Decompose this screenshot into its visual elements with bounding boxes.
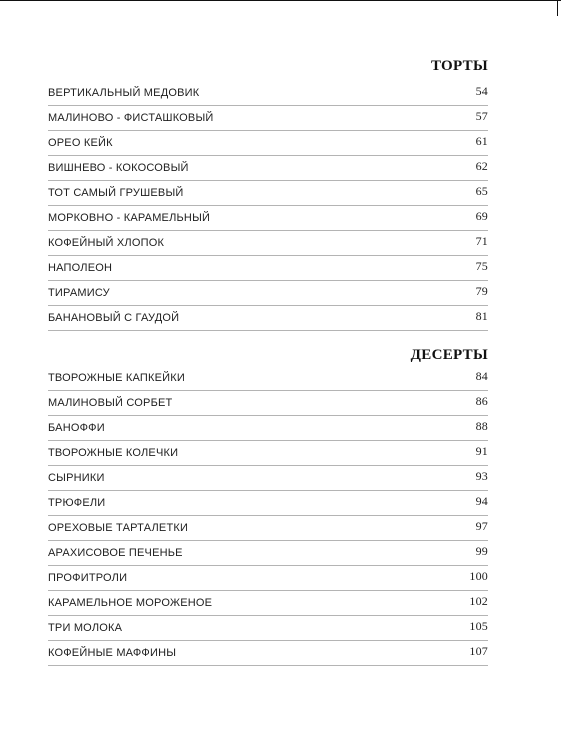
section-desserts [48, 347, 488, 666]
entry-page-number: 84 [475, 369, 488, 383]
entry-page-number: 100 [469, 569, 488, 583]
entry-label: СЫРНИКИ [48, 472, 105, 484]
entry-label: МАЛИНОВО - ФИСТАШКОВЫЙ [48, 112, 214, 124]
entry-page-number: 57 [475, 109, 488, 123]
entry-page-number: 75 [475, 259, 488, 273]
entry-label: ОРЕХОВЫЕ ТАРТАЛЕТКИ [48, 522, 189, 534]
top-border-line [0, 0, 561, 1]
entry-label: ТОТ САМЫЙ ГРУШЕВЫЙ [48, 187, 184, 199]
toc-entry[interactable] [48, 281, 488, 306]
entry-page-number: 97 [475, 519, 488, 533]
entry-page-number: 79 [475, 284, 488, 298]
section-cakes [48, 58, 488, 331]
toc-entry[interactable] [48, 206, 488, 231]
entry-label: ТИРАМИСУ [48, 287, 110, 299]
toc-entry[interactable] [48, 306, 488, 331]
toc-entry[interactable] [48, 181, 488, 206]
toc-entry[interactable] [48, 131, 488, 156]
entry-label: МАЛИНОВЫЙ СОРБЕТ [48, 397, 173, 409]
entry-label: АРАХИСОВОЕ ПЕЧЕНЬЕ [48, 547, 183, 559]
toc-entry[interactable] [48, 591, 488, 616]
entry-page-number: 69 [475, 209, 488, 223]
toc-entry[interactable] [48, 641, 488, 666]
entry-label: ВЕРТИКАЛЬНЫЙ МЕДОВИК [48, 87, 200, 99]
entry-page-number: 105 [469, 619, 488, 633]
entry-page-number: 61 [475, 134, 488, 148]
entry-label: БАНАНОВЫЙ С ГАУДОЙ [48, 312, 180, 324]
toc-entry[interactable] [48, 516, 488, 541]
toc-entry[interactable] [48, 616, 488, 641]
entry-page-number: 94 [475, 494, 488, 508]
entry-label: ОРЕО КЕЙК [48, 137, 113, 149]
entry-label: КАРАМЕЛЬНОЕ МОРОЖЕНОЕ [48, 597, 213, 609]
toc-entry[interactable] [48, 106, 488, 131]
entry-page-number: 65 [475, 184, 488, 198]
toc-entry[interactable] [48, 566, 488, 591]
toc-entry[interactable] [48, 391, 488, 416]
toc-entry[interactable] [48, 441, 488, 466]
entry-page-number: 71 [475, 234, 488, 248]
entry-page-number: 91 [475, 444, 488, 458]
toc-entry[interactable] [48, 541, 488, 566]
toc-entry[interactable] [48, 466, 488, 491]
toc-entry[interactable] [48, 491, 488, 516]
entry-page-number: 81 [475, 309, 488, 323]
toc-entry[interactable] [48, 81, 488, 106]
entry-page-number: 88 [475, 419, 488, 433]
entry-label: ВИШНЕВО - КОКОСОВЫЙ [48, 162, 189, 174]
entry-label: ТРЮФЕЛИ [48, 497, 106, 509]
toc-entry[interactable] [48, 256, 488, 281]
entry-page-number: 54 [475, 84, 488, 98]
toc-entry[interactable] [48, 366, 488, 391]
entry-page-number: 86 [475, 394, 488, 408]
toc-entry[interactable] [48, 231, 488, 256]
entry-label: НАПОЛЕОН [48, 262, 113, 274]
section-title: ТОРТЫ [430, 58, 488, 74]
entry-page-number: 62 [475, 159, 488, 173]
entry-label: ТВОРОЖНЫЕ КОЛЕЧКИ [48, 447, 179, 459]
section-title: ДЕСЕРТЫ [410, 347, 488, 363]
entry-label: БАНОФФИ [48, 422, 105, 434]
entry-page-number: 102 [469, 594, 488, 608]
entry-page-number: 99 [475, 544, 488, 558]
entry-page-number: 93 [475, 469, 488, 483]
page-edge-line [557, 0, 558, 16]
entry-label: ПРОФИТРОЛИ [48, 572, 128, 584]
toc-entry[interactable] [48, 416, 488, 441]
entry-label: КОФЕЙНЫЙ ХЛОПОК [48, 237, 165, 249]
entry-page-number: 107 [469, 644, 488, 658]
toc-entry[interactable] [48, 156, 488, 181]
entry-label: МОРКОВНО - КАРАМЕЛЬНЫЙ [48, 212, 211, 224]
entry-label: КОФЕЙНЫЕ МАФФИНЫ [48, 647, 177, 659]
entry-label: ТРИ МОЛОКА [48, 622, 123, 634]
entry-label: ТВОРОЖНЫЕ КАПКЕЙКИ [48, 372, 185, 384]
table-of-contents [48, 58, 488, 666]
